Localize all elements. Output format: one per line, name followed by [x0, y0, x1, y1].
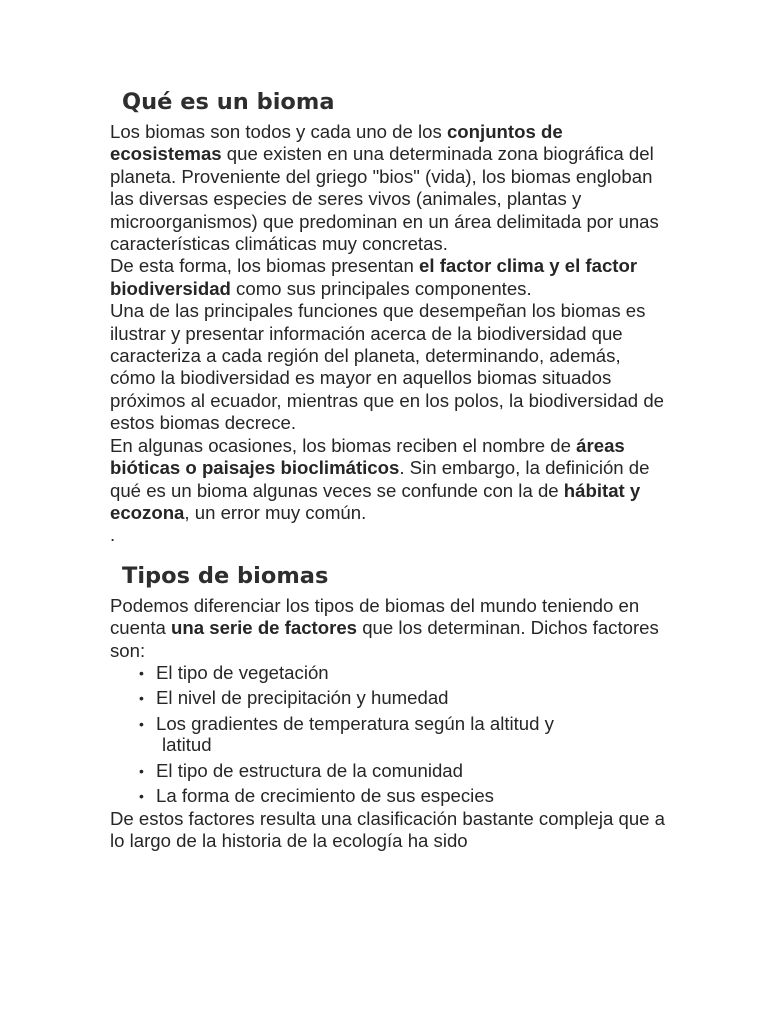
- paragraph-outro: De estos factores resulta una clasificación bastante compleja que a lo largo de la historia de la ecología ha sido: [110, 807, 666, 852]
- bold-areas-bioticas: áreas bióticas o paisajes bioclimáticos: [110, 434, 625, 479]
- heading-que-es-un-bioma: Qué es un bioma: [122, 89, 335, 115]
- list-item: • La forma de crecimiento de sus especies: [139, 785, 494, 807]
- list-item: • El tipo de estructura de la comunidad: [139, 759, 463, 781]
- list-item: • El nivel de precipitación y humedad: [139, 687, 449, 709]
- bullet-icon: •: [139, 715, 144, 732]
- bullet-icon: •: [139, 788, 144, 805]
- list-item: • El tipo de vegetación: [139, 661, 329, 683]
- paragraph-functions: Una de las principales funciones que desempeñan los biomas es ilustrar y presentar información acerca de la biodiversidad que caracteriza a cada región del planeta, determinando, además, cómo la biodiversidad es mayor en aquellos biomas situados próximos al ecuador, mientras que en los polos, la biodiversidad de estos biomas decrece.: [110, 300, 664, 434]
- section-tipos: [110, 560, 670, 853]
- paragraph-components: De esta forma, los biomas presentan el factor clima y el factor biodiversidad como sus principales componentes.: [110, 255, 638, 299]
- bullet-icon: •: [139, 664, 144, 681]
- bold-habitat-ecozona: hábitat y ecozona: [110, 479, 641, 523]
- factors-list: [110, 662, 670, 807]
- heading-tipos-de-biomas: Tipos de biomas: [122, 562, 329, 589]
- bold-serie-factores: una serie de factores: [171, 617, 358, 639]
- paragraph-names: En algunas ocasiones, los biomas reciben el nombre de áreas bióticas o paisajes bioclimáticos. Sin embargo, la definición de qué es un bioma algunas veces se confunde con la de hábitat y ecozona, un error muy común.: [110, 434, 650, 523]
- bullet-icon: •: [139, 690, 144, 707]
- paragraph-dot: .: [110, 524, 116, 546]
- paragraph-definition: Los biomas son todos y cada uno de los conjuntos de ecosistemas que existen en una determinada zona biográfica del planeta. Proveniente del griego "bios" (vida), los biomas engloban las diversas especies de seres vivos (animales, plantas y microorganismos) que predominan en un área delimitada por unas características climáticas muy concretas.: [110, 121, 659, 255]
- document-page: [110, 86, 670, 853]
- list-item: • Los gradientes de temperatura según la altitud y latitud: [139, 712, 554, 756]
- bullet-icon: •: [139, 762, 144, 779]
- paragraph-intro: Podemos diferenciar los tipos de biomas del mundo teniendo en cuenta una serie de factores que los determinan. Dichos factores son:: [110, 594, 659, 661]
- bold-factor-clima: el factor clima y el factor biodiversidad: [110, 255, 638, 299]
- bold-conjuntos-ecosistemas: conjuntos de ecosistemas: [110, 121, 563, 165]
